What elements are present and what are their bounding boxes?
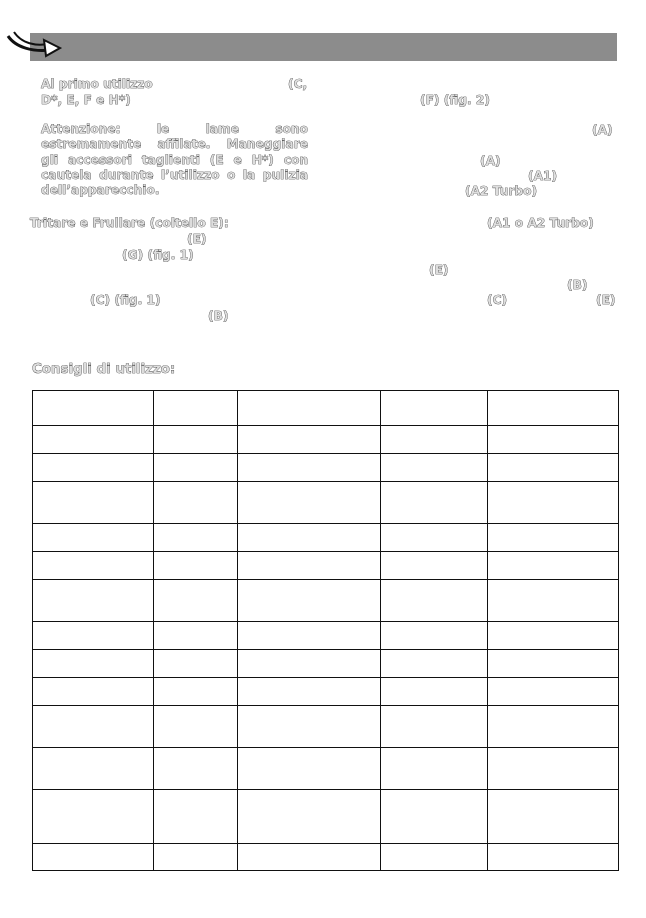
table-cell bbox=[488, 391, 619, 426]
table-row bbox=[33, 706, 619, 748]
attention-line: gli accessori taglienti (E e H*) con bbox=[41, 152, 308, 167]
table-cell bbox=[154, 580, 238, 622]
table-cell bbox=[381, 454, 488, 482]
table-cell bbox=[238, 790, 381, 844]
table-cell bbox=[238, 748, 381, 790]
table-cell bbox=[381, 706, 488, 748]
table-cell bbox=[238, 622, 381, 650]
table-row bbox=[33, 391, 619, 426]
table-cell bbox=[154, 748, 238, 790]
ref-f: (F) (fig. 2) bbox=[420, 93, 490, 107]
table-cell bbox=[33, 622, 154, 650]
table-row bbox=[33, 844, 619, 871]
table-cell bbox=[154, 678, 238, 706]
ref-a2-turbo: (A2 Turbo) bbox=[465, 184, 538, 198]
first-use-accessories: D*, E, F e H*) bbox=[41, 93, 131, 107]
table-cell bbox=[381, 844, 488, 871]
table-cell bbox=[488, 678, 619, 706]
table-cell bbox=[154, 426, 238, 454]
table-cell bbox=[238, 391, 381, 426]
table-cell bbox=[238, 580, 381, 622]
table-cell bbox=[154, 706, 238, 748]
table-row bbox=[33, 524, 619, 552]
table-cell bbox=[381, 391, 488, 426]
attention-line: dell’apparecchio. bbox=[41, 183, 160, 198]
table-cell bbox=[381, 426, 488, 454]
table-cell bbox=[238, 524, 381, 552]
table-cell bbox=[33, 391, 154, 426]
table-cell bbox=[33, 426, 154, 454]
table-cell bbox=[488, 622, 619, 650]
first-use-ref: (C, bbox=[288, 77, 308, 91]
table-cell bbox=[33, 482, 154, 524]
table-cell bbox=[33, 678, 154, 706]
table-cell bbox=[33, 650, 154, 678]
table-cell bbox=[488, 426, 619, 454]
ref-a: (A) bbox=[592, 123, 613, 137]
table-cell bbox=[238, 678, 381, 706]
table-cell bbox=[154, 391, 238, 426]
table-cell bbox=[238, 706, 381, 748]
table-row bbox=[33, 790, 619, 844]
first-use-text: Al primo utilizzo bbox=[41, 77, 153, 91]
table-row bbox=[33, 678, 619, 706]
table-cell bbox=[488, 524, 619, 552]
table-cell bbox=[488, 552, 619, 580]
table-cell bbox=[33, 524, 154, 552]
chop-ref-e: (E) bbox=[187, 232, 207, 246]
table-cell bbox=[238, 552, 381, 580]
table-cell bbox=[154, 552, 238, 580]
table-cell bbox=[33, 790, 154, 844]
table-cell bbox=[238, 454, 381, 482]
table-cell bbox=[488, 650, 619, 678]
ref-a1-or-a2-turbo: (A1 o A2 Turbo) bbox=[487, 216, 594, 230]
table-cell bbox=[154, 524, 238, 552]
table-row bbox=[33, 650, 619, 678]
table-cell bbox=[33, 844, 154, 871]
attention-line: cautela durante l’utilizzo o la pulizia bbox=[41, 167, 308, 182]
table-cell bbox=[154, 790, 238, 844]
table-cell bbox=[33, 580, 154, 622]
table-row bbox=[33, 748, 619, 790]
curved-arrow-icon bbox=[4, 26, 64, 66]
attention-line: Attenzione: le lame sono bbox=[41, 122, 308, 136]
table-cell bbox=[33, 748, 154, 790]
table-row bbox=[33, 482, 619, 524]
table-cell bbox=[488, 844, 619, 871]
table-cell bbox=[488, 706, 619, 748]
table-cell bbox=[381, 482, 488, 524]
table-row bbox=[33, 580, 619, 622]
table-row bbox=[33, 426, 619, 454]
section-header-bar bbox=[30, 33, 617, 61]
chop-ref-g: (G) (fig. 1) bbox=[122, 248, 194, 262]
table-cell bbox=[238, 844, 381, 871]
table-cell bbox=[238, 650, 381, 678]
ref-c: (C) bbox=[487, 293, 508, 307]
table-cell bbox=[33, 706, 154, 748]
table-cell bbox=[154, 844, 238, 871]
ref-a1: (A1) bbox=[528, 169, 558, 183]
table-cell bbox=[488, 790, 619, 844]
chop-ref-b: (B) bbox=[208, 309, 229, 323]
table-cell bbox=[33, 454, 154, 482]
table-cell bbox=[154, 454, 238, 482]
table-cell bbox=[381, 678, 488, 706]
table-row bbox=[33, 552, 619, 580]
table-cell bbox=[381, 622, 488, 650]
tips-heading: Consigli di utilizzo: bbox=[32, 362, 176, 377]
table-cell bbox=[381, 524, 488, 552]
table-cell bbox=[238, 482, 381, 524]
table-cell bbox=[33, 552, 154, 580]
table-cell bbox=[154, 622, 238, 650]
chop-heading: Tritare e Frullare (coltello E): bbox=[30, 216, 229, 230]
table-cell bbox=[381, 650, 488, 678]
table-cell bbox=[488, 482, 619, 524]
table-cell bbox=[488, 580, 619, 622]
ref-b: (B) bbox=[567, 278, 588, 292]
table-cell bbox=[238, 426, 381, 454]
tips-table bbox=[32, 390, 619, 871]
attention-paragraph bbox=[41, 122, 308, 198]
table-cell bbox=[381, 748, 488, 790]
table-cell bbox=[488, 454, 619, 482]
table-cell bbox=[381, 580, 488, 622]
table-row bbox=[33, 454, 619, 482]
table-row bbox=[33, 622, 619, 650]
chop-ref-c: (C) (fig. 1) bbox=[90, 293, 161, 307]
table-cell bbox=[381, 790, 488, 844]
table-cell bbox=[154, 650, 238, 678]
table-cell bbox=[154, 482, 238, 524]
table-cell bbox=[488, 748, 619, 790]
attention-line: estremamente affilate. Maneggiare bbox=[41, 137, 308, 152]
table-cell bbox=[381, 552, 488, 580]
ref-e: (E) bbox=[429, 263, 449, 277]
ref-a: (A) bbox=[480, 154, 501, 168]
ref-e: (E) bbox=[596, 293, 616, 307]
